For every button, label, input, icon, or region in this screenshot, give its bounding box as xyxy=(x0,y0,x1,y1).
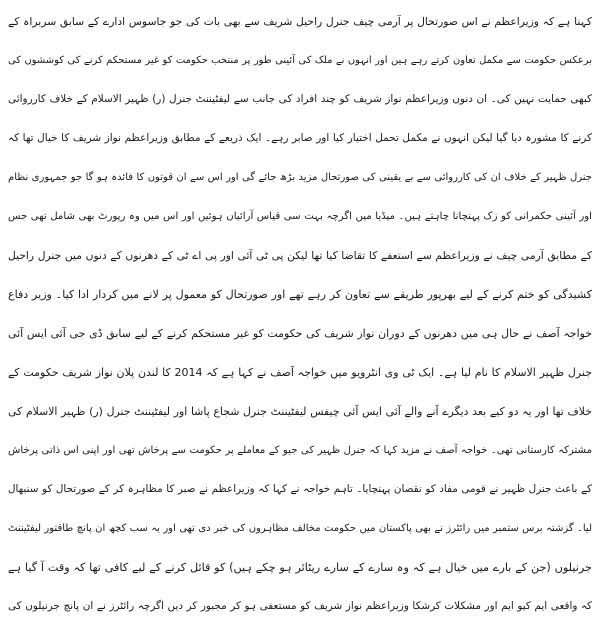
article-body xyxy=(8,2,592,613)
article-line: جرنیلوں (جن کے بارے میں خیال ہے کہ وہ سارے کے سارے ریٹائر ہو چکے ہیں) کو قائل کرنے کے لیے کافی تھا کہ وقت آ گیا ہے xyxy=(8,561,592,574)
article-line: خواجہ آصف نے حال ہی میں دھرنوں کے دوران نواز شریف کی حکومت کو غیر مستحکم کرنے کے لیے سابق ڈی جی آئی ایس آئی xyxy=(8,327,592,340)
article-line: جنرل ظہیر کے خلاف ان کی کارروائی سے بے یقینی کی صورتحال مزید بڑھ جائے گی اور اس سے ان قوتوں کا فائدہ ہو گا جو جمہوری نظام xyxy=(8,172,592,183)
article-line: کرنے کا مشورہ دیا گیا لیکن انہوں نے مکمل تحمل اختیار کیا اور صابر رہے۔ ایک ذریعے کے مطابق وزیراعظم نواز شریف کا خیال تھا کہ xyxy=(8,132,592,144)
article-line: لیا۔ گزشتہ برس ستمبر میں رائٹرز نے بھی پاکستان میں حکومت مخالف مظاہروں کی خبر دی تھی اور یہ سب کچھ ان پانچ طاقتور لیفٹیننٹ xyxy=(8,523,592,534)
article-line-partial: کہ واقعی ایم کیو ایم اور مشکلات کرشکا وزیراعظم نواز شریف کو مستعفی ہو کر مجبور کر دیں اگرچہ رائٹرز نے ان پانچ جرنیلوں کی xyxy=(8,600,592,612)
article-line: مشترکہ کارستانی تھی۔ خواجہ آصف نے مزید کہا کہ جنرل ظہیر کی جیو کے معاملے پر حکومت سے پرخاش تھی اور اپنی اس ذاتی پرخاش xyxy=(8,445,592,456)
article-line: کہنا ہے کہ وزیراعظم نے اس صورتحال پر آرمی چیف جنرل راحیل شریف سے بھی بات کی جو جاسوس ادارے کے سابق سربراہ کے xyxy=(8,15,592,28)
article-line: جنرل ظہیر الاسلام کا نام لیا ہے۔ ایک ٹی وی انٹرویو میں خواجہ آصف نے کہا ہے کہ 2014 کا لندن پلان نواز شریف حکومت کے xyxy=(8,366,592,379)
article-line: کشیدگی کو ختم کرنے کے لیے بھرپور طریقے سے تعاون کر رہے تھے اور صورتحال کو معمول پر لانے میں کردار ادا کیا۔ وزیر دفاع xyxy=(8,288,592,301)
article-line: برعکس حکومت سے مکمل تعاون کرتے رہے ہیں اور انہوں نے ملک کی آئینی طور پر منتخب حکومت کو غیر مستحکم کرنے کی کوششوں کی xyxy=(8,55,592,66)
article-line: کے مطابق آرمی چیف نے وزیراعظم سے استعفے کا تقاضا کیا تھا لیکن پی ٹی آئی اور پی اے ٹی کے دھرنوں کے دنوں میں جنرل راحیل xyxy=(8,249,592,262)
article-line: کے باعث جنرل ظہیر نے قومی مفاد کو نقصان پہنچایا۔ تاہم خواجہ نے کہا کہ وزیراعظم نے صبر کا مظاہرہ کر کے صورتحال کو سنبھال xyxy=(8,483,592,495)
article-line: اور آئینی حکمرانی کو زک پہنچانا چاہتے ہیں۔ میڈیا میں اگرچہ بہت سی قیاس آرائیاں ہوئیں اور اس میں وہ رپورٹ بھی شامل تھی جس xyxy=(8,211,592,222)
article-line: کبھی حمایت نہیں کی۔ ان دنوں وزیراعظم نواز شریف کو چند افراد کی جانب سے لیفٹیننٹ جنرل (ر) ظہیر الاسلام کے خلاف کارروائی xyxy=(8,93,592,105)
article-line: خلاف تھا اور یہ دو کیے بعد دیگرے آنے والے آئی ایس آئی چیفس لیفٹیننٹ جنرل شجاع پاشا اور لیفٹیننٹ جنرل (ر) ظہیر الاسلام کی xyxy=(8,405,592,418)
